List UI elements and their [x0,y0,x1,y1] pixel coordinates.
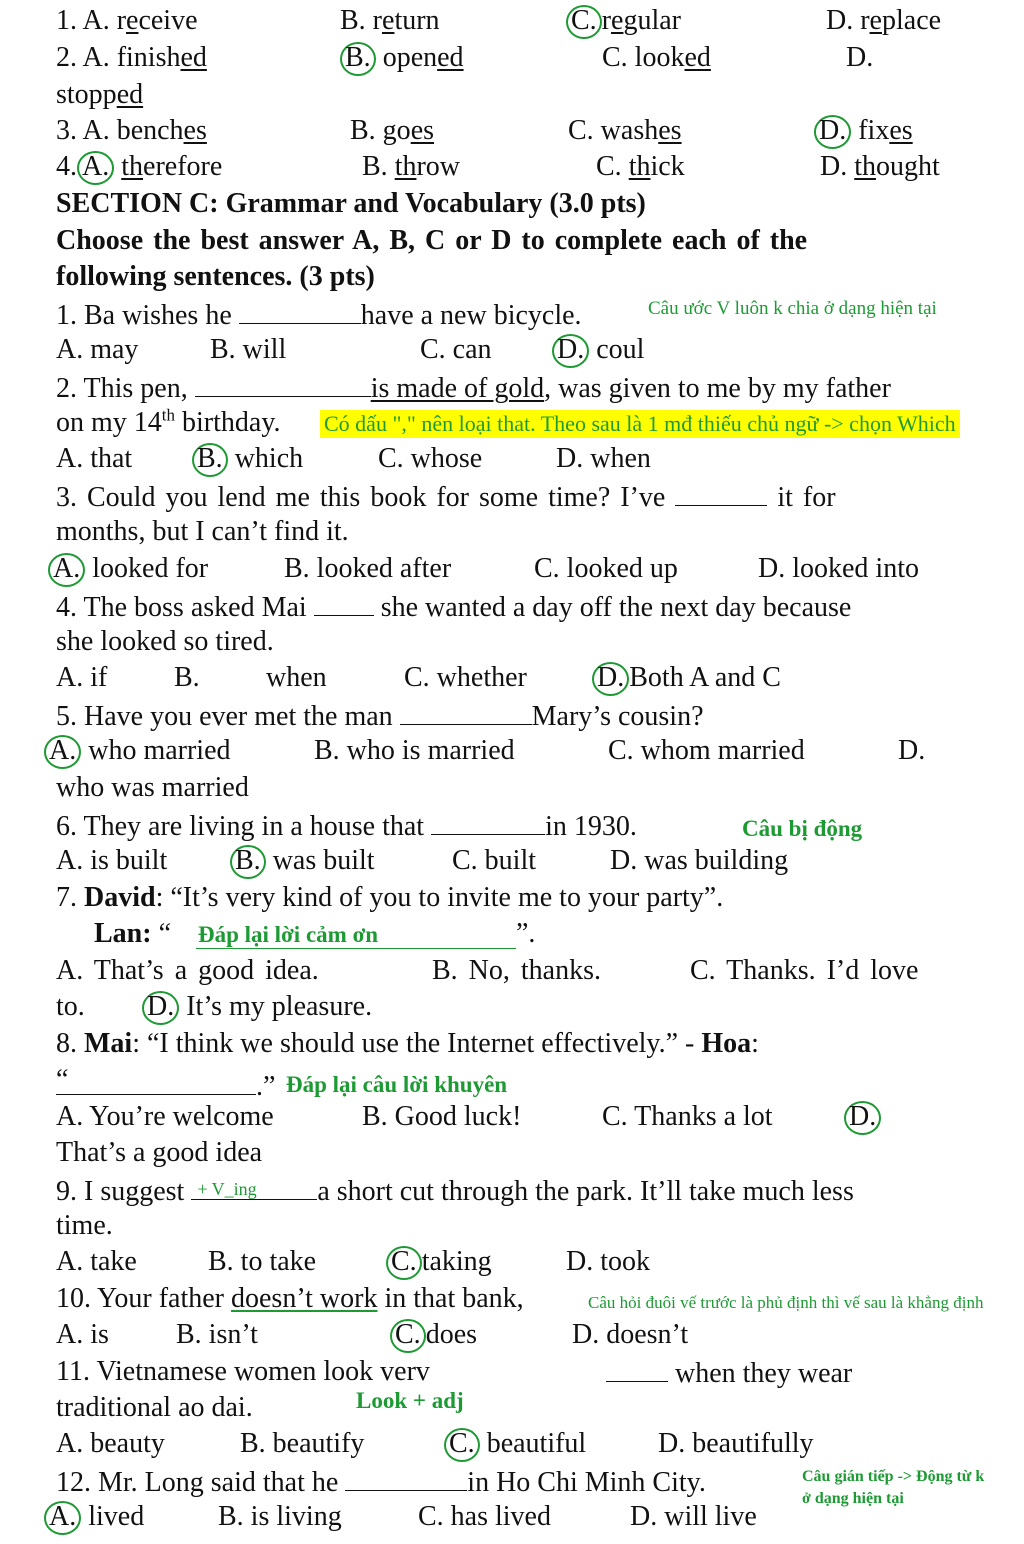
question-4: 4. The boss asked Mai she wanted a day off the next day because [56,589,851,625]
option-c[interactable]: C. Thanks. I’d love [690,955,919,986]
annotation-note: Câu bị động [742,816,863,841]
option-a[interactable]: A. beauty [56,1428,165,1459]
option-a[interactable]: A. looked for [48,552,208,587]
annotation-note: Câu ước V luôn k chia ở dạng hiện tại [648,298,937,319]
question-3: 3. Could you lend me this book for some time? I’ve it for [56,479,836,515]
option-b[interactable]: B. No, thanks. [432,955,601,986]
option-c-continued[interactable]: to. [56,991,85,1022]
annotation-fill: + V_ing [197,1179,257,1199]
answer-circle-icon: B. [340,42,376,76]
annotation-note: Câu gián tiếp -> Động từ k [802,1468,985,1485]
option-b[interactable]: B. who is married [314,735,515,766]
option-d[interactable]: D. [846,42,874,73]
question-10: 10. Your father doesn’t work in that bank, [56,1283,524,1314]
answer-circle-icon: A. [44,1501,81,1535]
answer-circle-icon: C. [390,1319,426,1353]
question-9-line-2: time. [56,1210,113,1241]
annotation-note: Đáp lại câu lời khuyên [286,1072,508,1097]
option-c[interactable]: C. thick [596,151,685,182]
question-3-line-2: months, but I can’t find it. [56,516,349,547]
question-8: 8. Mai: “I think we should use the Internet effectively.” - Hoa: [56,1028,759,1059]
option-d[interactable]: D. [898,735,926,766]
option-c[interactable]: C. taking [386,1245,492,1280]
answer-circle-icon: D. [552,334,589,368]
question-1: 1. Ba wishes he have a new bicycle. [56,297,582,333]
option-b[interactable]: B. beautify [240,1428,365,1459]
option-a[interactable]: A. if [56,662,108,693]
q-number: 2. [56,42,77,73]
option-a[interactable]: A. finished [82,42,207,73]
option-b[interactable]: B. to take [208,1246,317,1277]
option-b[interactable]: B. which [192,442,303,477]
annotation-note-2: ở dạng hiện tại [802,1490,904,1507]
option-b[interactable]: B. [174,662,200,693]
option-b[interactable]: B. return [340,5,440,36]
option-d[interactable]: D. beautifully [658,1428,814,1459]
annotation-note: Look + adj [356,1388,464,1413]
option-c[interactable]: C. can [420,334,492,365]
option-a[interactable]: A. That’s a good idea. [56,955,319,986]
q-number: 1. [56,5,77,36]
option-a[interactable]: A. therefore [77,151,222,182]
option-b[interactable]: B. looked after [284,553,452,584]
question-7-response: Lan: “ [94,918,172,949]
option-d-continued[interactable]: stopped [56,79,144,110]
option-c[interactable]: C. regular [566,4,681,39]
option-d[interactable]: D. was building [610,845,789,876]
answer-blank[interactable] [239,297,361,324]
answer-circle-icon: C. [444,1428,480,1462]
answer-circle-icon: C. [566,5,602,39]
question-11: 11. Vietnamese women look verv [56,1356,430,1387]
answer-blank[interactable] [56,1068,256,1095]
question-6: 6. They are living in a house that in 1930. [56,808,637,844]
pron-row-3 [56,114,207,148]
option-a[interactable]: A. take [56,1246,137,1277]
annotation-fill: Đáp lại lời cảm ơn [198,922,379,947]
instruction-line-1: Choose the best answer A, B, C or D to complete each of the [56,225,808,256]
option-c[interactable]: C. whether [404,662,527,693]
option-a[interactable]: A. lived [44,1500,144,1535]
option-b[interactable]: B. will [210,334,287,365]
option-a[interactable]: A. is [56,1319,109,1350]
option-d[interactable]: D. fixes [814,114,913,149]
quote-close: ”. [516,918,536,949]
pron-row-1 [56,4,198,38]
option-a[interactable]: A. who married [44,734,231,769]
answer-circle-icon: D. [142,991,179,1025]
option-a[interactable]: A. benches [82,115,207,146]
option-d[interactable]: D. when [556,443,651,474]
pron-row-2 [56,41,207,75]
instruction-line-2: following sentences. (3 pts) [56,261,375,292]
option-b[interactable]: B. Good luck! [362,1101,522,1132]
question-9: 9. I suggest + V_ing a short cut through the park. It’ll take much less [56,1173,854,1209]
option-d[interactable]: D. thought [820,151,940,182]
option-c[interactable]: C. built [452,845,537,876]
option-c[interactable]: C. washes [568,115,682,146]
annotation-note: Câu hỏi đuôi vế trước là phủ định thì vế sau là khẳng định [588,1293,984,1312]
option-d[interactable]: D. looked into [758,553,919,584]
option-b[interactable]: B. goes [350,115,435,146]
question-12: 12. Mr. Long said that he in Ho Chi Minh City. [56,1464,706,1500]
option-c[interactable]: C. looked [602,42,711,73]
answer-circle-icon: D. [814,115,851,149]
answer-circle-icon: B. [192,443,228,477]
answer-blank[interactable] [606,1355,668,1382]
option-c[interactable]: C. beautiful [444,1427,586,1462]
answer-blank-row: .” [56,1068,275,1104]
option-d[interactable]: D. doesn’t [572,1319,689,1350]
question-11-line-2: traditional ao dai. [56,1392,253,1423]
option-d[interactable]: D. will live [630,1501,757,1532]
question-2-line-2: on my 14th birthday. [56,405,281,438]
option-a[interactable]: A. that [56,443,133,474]
option-d[interactable]: D. replace [826,5,942,36]
answer-blank[interactable] [195,370,371,397]
question-4-line-2: she looked so tired. [56,626,274,657]
answer-blank[interactable] [314,589,374,616]
option-c[interactable]: C. whose [378,443,483,474]
option-b[interactable]: B. was built [230,844,375,879]
answer-circle-icon: C. [386,1246,422,1280]
section-title: SECTION C: Grammar and Vocabulary (3.0 pts) [56,188,646,219]
answer-circle-icon: D. [844,1101,881,1135]
option-c[interactable]: C. has lived [418,1501,551,1532]
answer-circle-icon: A. [48,553,85,587]
option-b[interactable]: B. opened [340,41,464,76]
answer-circle-icon: A. [44,735,81,769]
option-b[interactable]: B. isn’t [176,1319,258,1350]
answer-blank[interactable] [431,808,545,835]
q-number: 3. [56,115,77,146]
q-number: 4. [56,151,77,182]
answer-blank[interactable] [191,1173,317,1200]
question-8-response: “ [56,1064,69,1095]
option-b[interactable]: B. is living [218,1501,342,1532]
answer-blank[interactable] [345,1464,467,1491]
option-c[interactable]: C. looked up [534,553,678,584]
answer-circle-icon: B. [230,845,266,879]
option-d[interactable]: D. It’s my pleasure. [142,990,372,1025]
option-d-continued[interactable]: who was married [56,772,249,803]
option-a[interactable]: A. may [56,334,139,365]
pron-row-4 [56,150,222,185]
option-a[interactable]: A. is built [56,845,168,876]
option-d-continued[interactable]: That’s a good idea [56,1137,263,1168]
question-7: 7. David: “It’s very kind of you to invite me to your party”. [56,882,724,913]
option-a[interactable]: A. You’re welcome [56,1101,274,1132]
option-c[interactable]: C. Thanks a lot [602,1101,773,1132]
option-a[interactable]: A. receive [82,5,198,36]
question-5: 5. Have you ever met the man Mary’s cousin? [56,698,704,734]
question-2: 2. This pen, is made of gold, was given to me by my father [56,370,891,406]
option-d[interactable] [844,1100,881,1135]
answer-blank[interactable] [196,948,516,949]
question-11-blank: when they wear [606,1355,852,1391]
answer-circle-icon: D. [592,662,629,696]
option-d[interactable]: D. Both A and C [592,661,781,696]
option-b[interactable]: B. throw [362,151,461,182]
answer-blank[interactable] [400,698,532,725]
option-d[interactable]: D. coul [552,333,644,368]
annotation-highlight: Có dấu "," nên loại that. Theo sau là 1 mđ thiếu chủ ngữ -> chọn Which [320,410,960,438]
option-b-text[interactable]: when [266,662,327,693]
option-c[interactable]: C. does [390,1318,477,1353]
option-c[interactable]: C. whom married [608,735,805,766]
answer-blank[interactable] [675,479,767,506]
answer-circle-icon: A. [77,151,114,185]
option-d[interactable]: D. took [566,1246,650,1277]
